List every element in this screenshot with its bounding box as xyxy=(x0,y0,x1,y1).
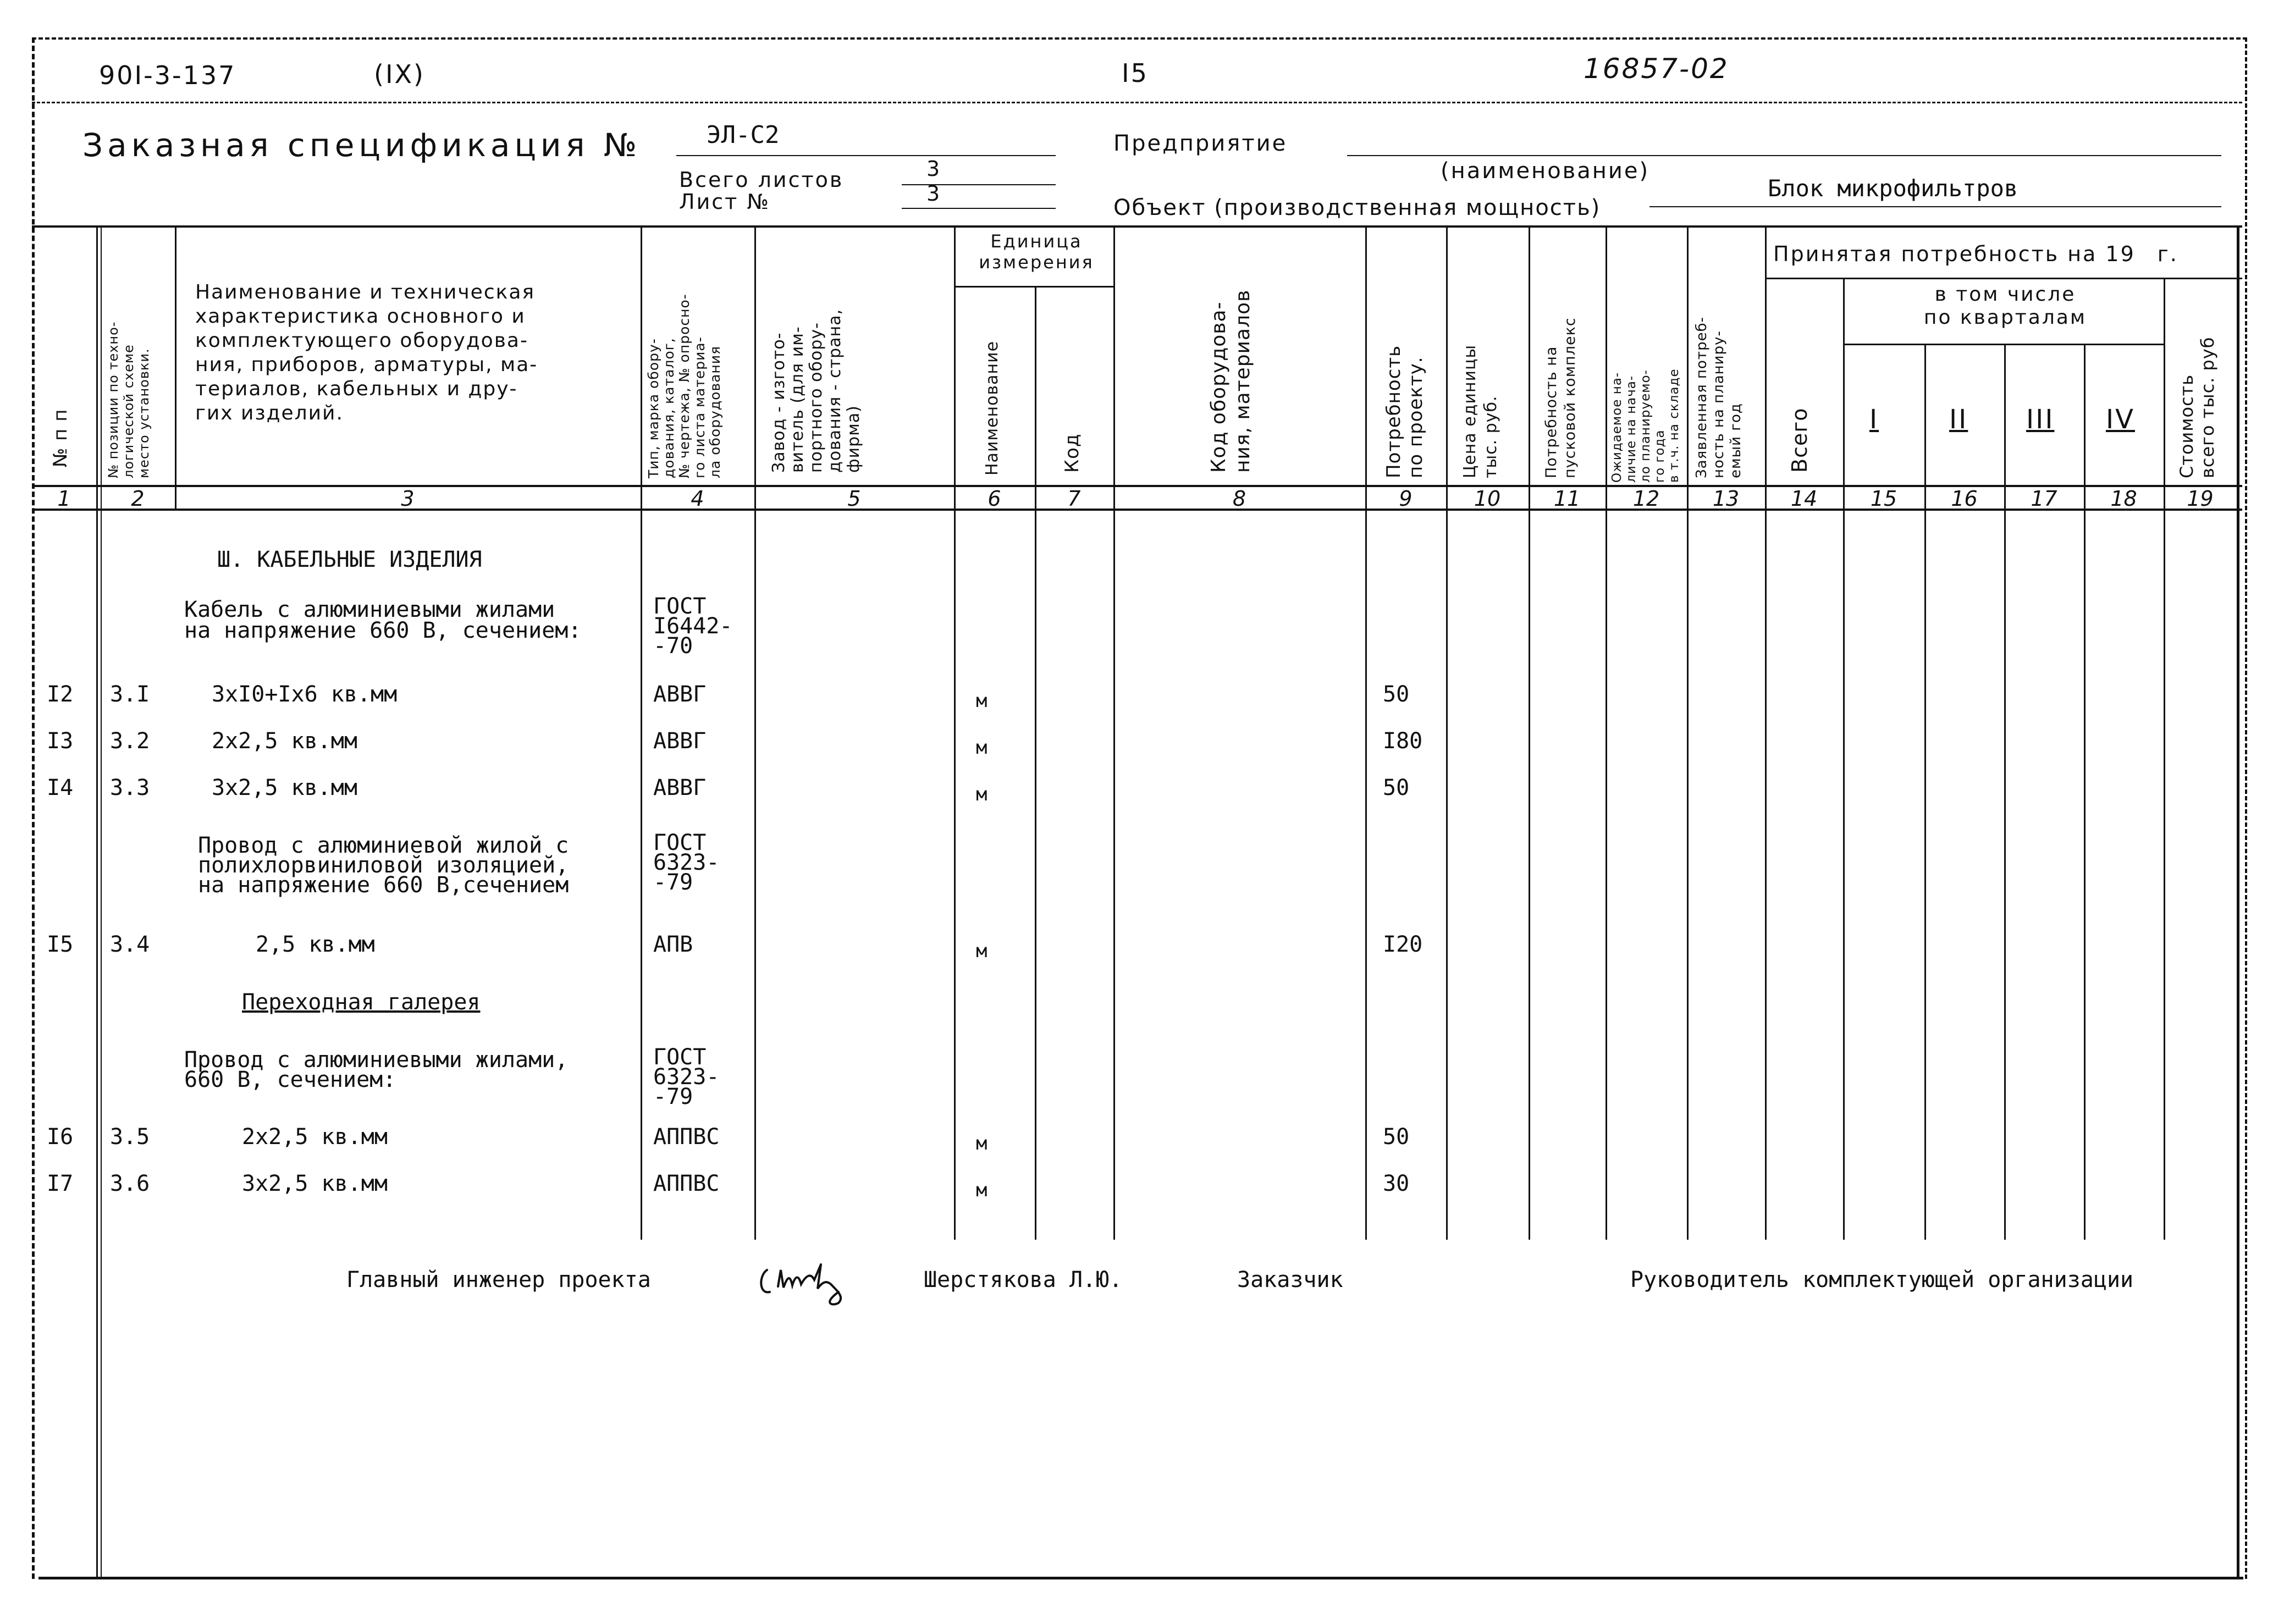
customer-label: Заказчик xyxy=(1237,1267,1343,1292)
signature-icon xyxy=(756,1253,866,1308)
colnum-7: 7 xyxy=(1067,487,1081,511)
group1-std: ГОСТ I6442- -70 xyxy=(653,594,733,659)
chief-engineer-name: Шерстякова Л.Ю. xyxy=(924,1267,1123,1292)
row-unit: м xyxy=(976,783,987,805)
object-line xyxy=(1649,206,2221,207)
col6-header: Наименование xyxy=(983,340,1002,476)
row-position: 3.5 xyxy=(110,1124,150,1150)
col8-header: Код оборудова- ния, материалов xyxy=(1207,289,1254,473)
col19-header: Стоимость всего тыс. руб xyxy=(2176,336,2218,478)
spec-number-line xyxy=(676,155,1056,156)
name-caption: (наименование) xyxy=(1441,158,1650,184)
colnum-6: 6 xyxy=(987,487,1001,511)
group1-desc: Кабель с алюминиевыми жилами на напряжение 660 В, сечением: xyxy=(184,597,582,643)
row-mark: АВВГ xyxy=(653,775,707,800)
vl-6 xyxy=(954,225,956,1240)
colnum-15: 15 xyxy=(1870,487,1897,511)
vl-2 xyxy=(96,225,98,1577)
colnum-14: 14 xyxy=(1790,487,1818,511)
vl-14 xyxy=(1765,225,1767,1240)
row-name: 3х2,5 кв.мм xyxy=(212,775,357,800)
row-qty: 30 xyxy=(1383,1171,1410,1196)
col14-header: Всего xyxy=(1787,407,1812,473)
row-qty: I20 xyxy=(1383,932,1423,957)
colnum-9: 9 xyxy=(1399,487,1413,511)
col5-header: Завод - изгото- витель (для им- портного обору- дования - страна, фирма) xyxy=(769,308,863,473)
enterprise-label: Предприятие xyxy=(1113,131,1288,156)
row-number: I7 xyxy=(47,1171,74,1196)
colnum-17: 17 xyxy=(2031,487,2057,511)
col2-header: № позиции по техно- логической схеме место установки. xyxy=(106,321,152,478)
sheet-value: 3 xyxy=(926,181,942,206)
row-number: I5 xyxy=(47,932,74,957)
vl-3 xyxy=(175,225,176,509)
vl-12 xyxy=(1606,225,1607,1240)
vl-5 xyxy=(754,225,756,1240)
quarter-line xyxy=(1843,344,2164,345)
row-name: 3х2,5 кв.мм xyxy=(242,1171,388,1196)
header-divider xyxy=(32,102,2242,103)
vl-7 xyxy=(1035,286,1036,1240)
colnum-19: 19 xyxy=(2187,487,2214,511)
colnum-18: 18 xyxy=(2110,487,2137,511)
row-name: 2х2,5 кв.мм xyxy=(212,728,357,754)
group3-std: ГОСТ 6323- -79 xyxy=(653,1045,720,1109)
vl-10 xyxy=(1446,225,1448,1240)
row-position: 3.3 xyxy=(110,775,150,800)
col7-header: Код xyxy=(1061,433,1083,473)
row-position: 3.6 xyxy=(110,1171,150,1196)
colnum-3: 3 xyxy=(401,487,415,511)
row-mark: АППВС xyxy=(653,1124,720,1150)
colnum-1: 1 xyxy=(57,487,71,511)
col3-header: Наименование и техническая характеристика основного и комплектующего оборудова- ния, приборов, арматуры, ма- териалов, кабельных и дру- гих изделий. xyxy=(195,281,538,424)
vl-11 xyxy=(1529,225,1530,1240)
accepted-header: Принятая потребность на 19 г. xyxy=(1773,242,2178,266)
vl-16 xyxy=(1924,344,1926,1240)
row-position: 3.4 xyxy=(110,932,150,957)
row-name: 2,5 кв.мм xyxy=(256,932,375,957)
object-label: Объект (производственная мощность) xyxy=(1113,195,1601,220)
doc-section: (IX) xyxy=(374,59,425,89)
col1-header: № п п xyxy=(49,408,71,467)
row-number: I4 xyxy=(47,775,74,800)
colnum-bottom-line xyxy=(32,509,2242,511)
row-number: I6 xyxy=(47,1124,74,1150)
vl-8 xyxy=(1113,225,1115,1240)
colnum-2: 2 xyxy=(131,487,145,511)
col11-header: Потребность на пусковой комплекс xyxy=(1543,317,1579,478)
unit-group-header: Единица измерения xyxy=(979,231,1094,273)
group3-desc: Провод с алюминиевыми жилами, 660 В, сечением: xyxy=(184,1047,569,1092)
colnum-4: 4 xyxy=(691,487,704,511)
vl-17 xyxy=(2004,344,2006,1240)
vl-19 xyxy=(2164,278,2165,1240)
subsection-title: Переходная галерея xyxy=(242,990,481,1015)
row-unit: м xyxy=(976,1133,987,1155)
archive-number: 16857-02 xyxy=(1584,53,1729,85)
vl-2b xyxy=(101,225,102,1577)
table-top-line xyxy=(32,225,2242,228)
vl-18 xyxy=(2084,344,2086,1240)
row-mark: АППВС xyxy=(653,1171,720,1196)
spec-number: ЭЛ-С2 xyxy=(707,121,780,149)
organization-head-label: Руководитель комплектующей организации xyxy=(1630,1267,2134,1292)
accepted-line xyxy=(1765,278,2242,279)
col10-header: Цена единицы тыс. руб. xyxy=(1460,344,1500,478)
sheet-line xyxy=(902,208,1056,209)
row-name: 3хI0+Iх6 кв.мм xyxy=(212,682,398,707)
quarter-group-header: в том числе по кварталам xyxy=(1923,283,2087,329)
vl-9 xyxy=(1365,225,1367,1240)
col18-header: IV xyxy=(2106,404,2135,435)
colnum-5: 5 xyxy=(847,487,861,511)
vl-4 xyxy=(641,225,642,1240)
row-position: 3.I xyxy=(110,682,150,707)
col17-header: III xyxy=(2026,404,2055,435)
col9-header: Потребность по проекту. xyxy=(1383,345,1427,478)
col13-header: Заявленная потреб- ность на планиру- емый год xyxy=(1693,317,1744,478)
group2-std: ГОСТ 6323- -79 xyxy=(653,830,720,895)
row-unit: м xyxy=(976,690,987,712)
group2-desc: Провод с алюминиевой жилой с полихлорвиниловой изоляцией, на напряжение 660 В,сечением xyxy=(198,833,569,898)
row-qty: I80 xyxy=(1383,728,1423,754)
total-sheets-label: Всего листов xyxy=(679,168,844,192)
row-qty: 50 xyxy=(1383,775,1410,800)
sheet-label: Лист № xyxy=(679,190,770,214)
colnum-13: 13 xyxy=(1712,487,1740,511)
row-mark: АВВГ xyxy=(653,682,707,707)
col16-header: II xyxy=(1949,404,1968,435)
page-frame xyxy=(32,37,2247,1579)
vl-right xyxy=(2237,225,2239,1577)
section-title: Ш. КАБЕЛЬНЫЕ ИЗДЕЛИЯ xyxy=(217,547,482,572)
row-number: I2 xyxy=(47,682,74,707)
row-unit: м xyxy=(976,1179,987,1201)
page-number: I5 xyxy=(1122,58,1149,88)
col15-header: I xyxy=(1869,404,1879,435)
spec-title: Заказная спецификация № xyxy=(82,126,642,164)
vl-13 xyxy=(1687,225,1689,1240)
row-unit: м xyxy=(976,737,987,759)
object-value: Блок микрофильтров xyxy=(1768,175,2018,202)
row-mark: АВВГ xyxy=(653,728,707,754)
row-number: I3 xyxy=(47,728,74,754)
row-name: 2х2,5 кв.мм xyxy=(242,1124,388,1150)
col12-header: Ожидаемое на- личие на нача- ло планируемо- го года в т.ч. на складе xyxy=(1610,368,1681,483)
unit-group-line xyxy=(954,286,1113,288)
col4-header: Тип, марка обору- дования, каталог, № чертежа, № опросно- го листа материа- ла оборудования xyxy=(646,294,723,478)
total-sheets-value: 3 xyxy=(926,157,942,181)
vl-15 xyxy=(1843,278,1845,1240)
colnum-10: 10 xyxy=(1474,487,1501,511)
row-qty: 50 xyxy=(1383,1124,1410,1150)
chief-engineer-label: Главный инженер проекта xyxy=(346,1267,651,1292)
doc-code: 90I-3-137 xyxy=(99,60,236,90)
colnum-11: 11 xyxy=(1553,487,1581,511)
colnum-16: 16 xyxy=(1951,487,1978,511)
total-sheets-line xyxy=(902,184,1056,185)
row-position: 3.2 xyxy=(110,728,150,754)
row-unit: м xyxy=(976,940,987,962)
colnum-12: 12 xyxy=(1632,487,1660,511)
row-mark: АПВ xyxy=(653,932,693,957)
colnum-8: 8 xyxy=(1232,487,1246,511)
row-qty: 50 xyxy=(1383,682,1410,707)
frame-bottom xyxy=(38,1577,2243,1579)
enterprise-line xyxy=(1347,155,2221,156)
